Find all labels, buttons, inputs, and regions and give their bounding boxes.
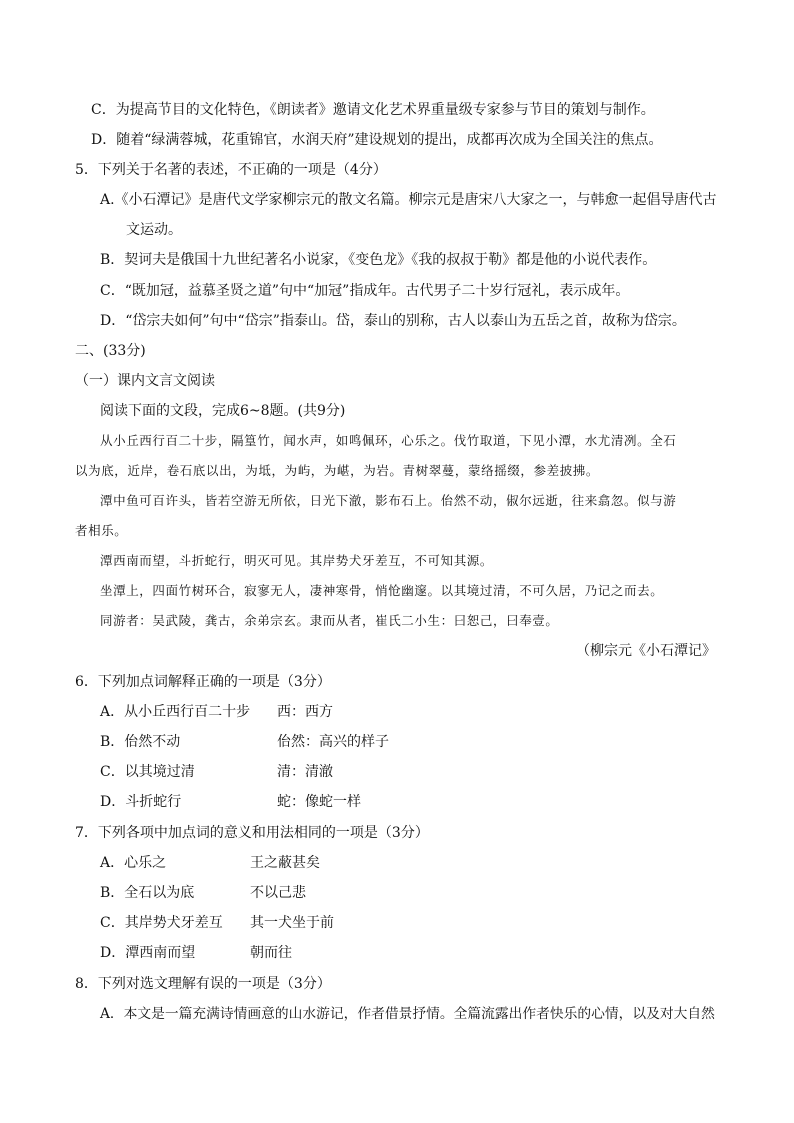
passage-source: （柳宗元《小石潭记》 <box>576 643 716 659</box>
q7-option-d: D．潭西南而望 <box>100 945 196 961</box>
q6-option-d: D．斗折蛇行 <box>100 794 182 810</box>
q7-option-d-pair: 朝而往 <box>250 945 292 961</box>
q7-option-c: C．其岸势犬牙差互 <box>100 915 223 931</box>
q6-option-b: B．佁然不动 <box>100 734 181 750</box>
q8-stem: 8．下列对选文理解有误的一项是（3分） <box>75 976 331 992</box>
q5-option-b: B．契诃夫是俄国十九世纪著名小说家，《变色龙》《我的叔叔于勒》都是他的小说代表作。 <box>100 252 657 268</box>
q6-option-a-gloss: 西：西方 <box>277 704 333 720</box>
q7-option-c-pair: 其一犬坐于前 <box>250 915 334 931</box>
passage-line: 潭中鱼可百许头，皆若空游无所依，日光下澈，影布石上。佁然不动，俶尔远逝，往来翕忽。似与游 <box>100 493 677 508</box>
q7-option-a: A．心乐之 <box>100 855 167 871</box>
q8-option-a: A．本文是一篇充满诗情画意的山水游记，作者借景抒情。全篇流露出作者快乐的心情，以及对大自然 <box>100 1006 715 1022</box>
passage-line: 坐潭上，四面竹树环合，寂寥无人，凄神寒骨，悄怆幽邃。以其境过清，不可久居，乃记之而去。 <box>100 583 664 598</box>
reading-instruction: 阅读下面的文段，完成6~8题。(共9分) <box>100 403 346 419</box>
q7-option-a-pair: 王之蔽甚矣 <box>250 855 320 871</box>
q4-option-c: C．为提高节目的文化特色，《朗读者》邀请文化艺术界重量级专家参与节目的策划与制作。 <box>91 102 655 118</box>
passage-line: 同游者：吴武陵，龚古，余弟宗玄。隶而从者，崔氏二小生：曰恕己，曰奉壹。 <box>100 613 559 628</box>
passage-line: 潭西南而望，斗折蛇行，明灭可见。其岸势犬牙差互，不可知其源。 <box>100 553 494 568</box>
q6-option-a: A．从小丘西行百二十步 <box>100 704 251 720</box>
q5-option-a: A.《小石潭记》是唐代文学家柳宗元的散文名篇。柳宗元是唐宋八大家之一，与韩愈一起倡导唐代古 <box>100 192 717 208</box>
passage-line: 从小丘西行百二十步，隔篁竹，闻水声，如鸣佩环，心乐之。伐竹取道，下见小潭，水尤清冽。全石 <box>100 433 677 448</box>
q6-option-c-gloss: 清：清澈 <box>277 764 333 780</box>
passage-line: 者相乐。 <box>75 523 128 538</box>
q6-option-c: C．以其境过清 <box>100 764 195 780</box>
q5-option-c: C．“既加冠，益慕圣贤之道”句中“加冠”指成年。古代男子二十岁行冠礼，表示成年。 <box>100 283 630 299</box>
q5-option-a-cont: 文运动。 <box>126 222 182 238</box>
q7-option-b-pair: 不以己悲 <box>250 885 306 901</box>
q4-option-d: D．随着“绿满蓉城，花重锦官，水润天府”建设规划的提出，成都再次成为全国关注的焦点。 <box>91 132 663 148</box>
section-two-heading: 二、(33分) <box>75 343 146 359</box>
q6-option-d-gloss: 蛇：像蛇一样 <box>277 794 361 810</box>
q7-stem: 7．下列各项中加点词的意义和用法相同的一项是（3分） <box>75 825 429 841</box>
q6-option-b-gloss: 佁然：高兴的样子 <box>277 734 389 750</box>
q5-stem: 5．下列关于名著的表述，不正确的一项是（4分） <box>75 162 387 178</box>
q5-option-d: D．“岱宗夫如何”句中“岱宗”指泰山。岱，泰山的别称，古人以泰山为五岳之首，故称为岱宗。 <box>100 313 686 329</box>
q7-option-b: B．全石以为底 <box>100 885 195 901</box>
subsection-heading: （一）课内文言文阅读 <box>75 373 215 389</box>
passage-line: 以为底，近岸，卷石底以出，为坻，为屿，为嵁，为岩。青树翠蔓，蒙络摇缀，参差披拂。 <box>75 463 600 478</box>
q6-stem: 6．下列加点词解释正确的一项是（3分） <box>75 674 331 690</box>
